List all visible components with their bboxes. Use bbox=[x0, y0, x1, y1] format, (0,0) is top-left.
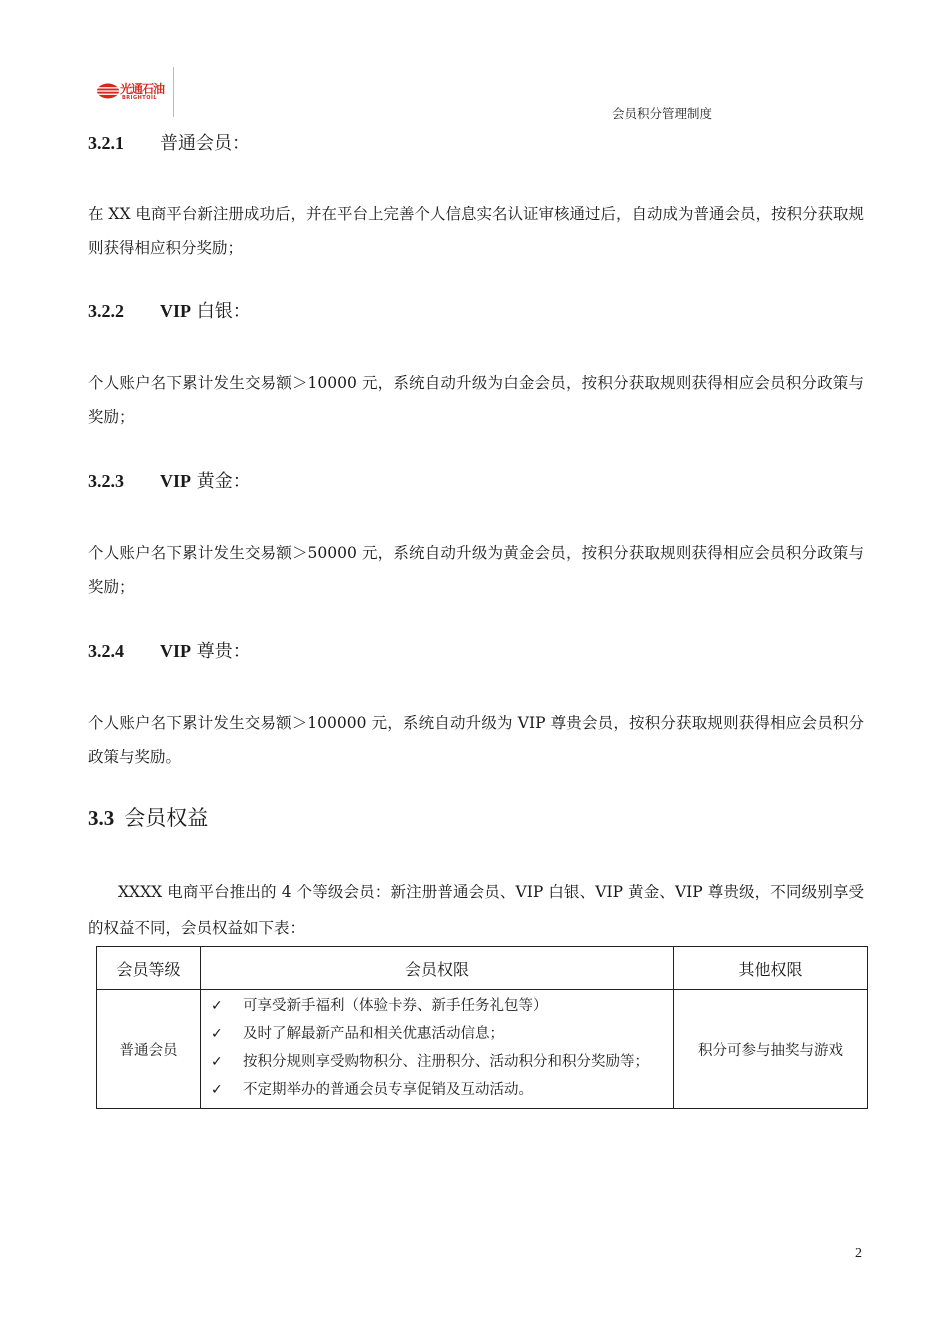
document-header-title: 会员积分管理制度 bbox=[612, 106, 713, 121]
section-body-3-2-2: 个人账户名下累计发生交易额＞10000 元，系统自动升级为白金会员，按积分获取规则获得相应会员积分政策与奖励； bbox=[88, 374, 864, 426]
section-heading-3-2-3 bbox=[88, 469, 251, 494]
section-body-3-2-3: 个人账户名下累计发生交易额＞50000 元，系统自动升级为黄金会员，按积分获取规则获得相应会员积分政策与奖励； bbox=[88, 544, 864, 596]
cell-member-permissions bbox=[201, 990, 674, 1109]
permission-text: 及时了解最新产品和相关优惠活动信息； bbox=[243, 1026, 504, 1042]
logo-subtext: BRIGHTOIL bbox=[122, 95, 158, 101]
page-number: 2 bbox=[855, 1246, 862, 1261]
header-member-level: 会员等级 bbox=[97, 947, 201, 990]
section-title: 会员权益 bbox=[124, 806, 209, 830]
permission-item bbox=[211, 1020, 665, 1048]
section-title: 普通会员： bbox=[160, 133, 250, 154]
company-logo bbox=[87, 67, 174, 117]
section-title: 白银： bbox=[191, 301, 251, 322]
logo-text: 光通石油 bbox=[120, 82, 165, 96]
checkmark-icon: ✓ bbox=[211, 1054, 223, 1070]
checkmark-icon: ✓ bbox=[211, 998, 223, 1014]
permission-text: 不定期举办的普通会员专享促销及互动活动。 bbox=[243, 1082, 533, 1098]
section-vip-label: VIP bbox=[160, 471, 191, 491]
section-number: 3.3 bbox=[88, 806, 115, 830]
checkmark-icon: ✓ bbox=[211, 1082, 223, 1098]
section-vip-label: VIP bbox=[160, 641, 191, 661]
permission-item bbox=[211, 1048, 665, 1076]
section-number: 3.2.2 bbox=[88, 301, 124, 321]
section-heading-3-2-4 bbox=[88, 639, 251, 664]
permission-item bbox=[211, 992, 665, 1020]
section-body-3-2-4: 个人账户名下累计发生交易额＞100000 元，系统自动升级为 VIP 尊贵会员，按积分获取规则获得相应会员积分政策与奖励。 bbox=[88, 714, 864, 766]
section-heading-3-2-2 bbox=[88, 299, 251, 324]
section-number: 3.2.4 bbox=[88, 641, 124, 661]
logo-stripes-icon bbox=[96, 83, 120, 99]
header-member-permissions: 会员权限 bbox=[201, 947, 674, 990]
permission-text: 按积分规则享受购物积分、注册积分、活动积分和积分奖励等； bbox=[243, 1054, 649, 1070]
section-body-3-2-1: 在 XX 电商平台新注册成功后，并在平台上完善个人信息实名认证审核通过后，自动成为普通会员，按积分获取规则获得相应积分奖励； bbox=[88, 205, 864, 257]
table-header-row bbox=[97, 947, 868, 990]
table-row bbox=[97, 990, 868, 1109]
section-title: 黄金： bbox=[191, 471, 251, 492]
section-heading-3-2-1 bbox=[88, 131, 250, 156]
cell-other-permissions: 积分可参与抽奖与游戏 bbox=[674, 990, 868, 1109]
section-heading-3-3 bbox=[88, 804, 208, 832]
permission-text: 可享受新手福利（体验卡券、新手任务礼包等） bbox=[243, 998, 548, 1014]
permission-item bbox=[211, 1076, 665, 1104]
checkmark-icon: ✓ bbox=[211, 1026, 223, 1042]
section-number: 3.2.1 bbox=[88, 133, 124, 153]
header-other-permissions: 其他权限 bbox=[674, 947, 868, 990]
member-rights-table bbox=[96, 946, 868, 1109]
section-title: 尊贵： bbox=[191, 641, 251, 662]
cell-member-level: 普通会员 bbox=[97, 990, 201, 1109]
section-body-3-3: XXXX 电商平台推出的 4 个等级会员：新注册普通会员、VIP 白银、VIP 黄金、VIP 尊贵级，不同级别享受的权益不同，会员权益如下表： bbox=[88, 883, 864, 937]
section-vip-label: VIP bbox=[160, 301, 191, 321]
section-number: 3.2.3 bbox=[88, 471, 124, 491]
